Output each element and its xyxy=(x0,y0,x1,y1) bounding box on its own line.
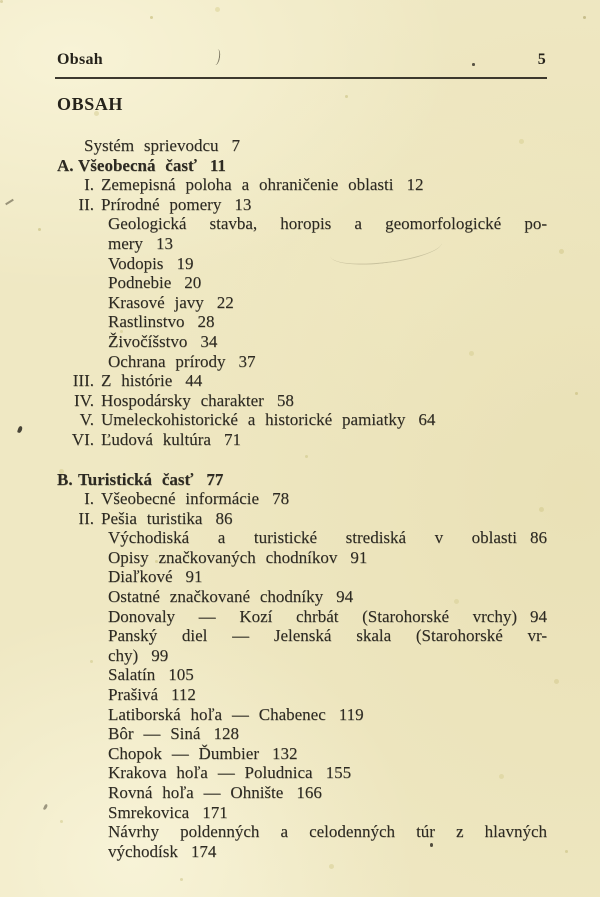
toc-page-number: 19 xyxy=(176,253,194,273)
toc-entry-body xyxy=(108,724,547,744)
toc-line: Zemepisná poloha a ohraničenie oblasti 12 xyxy=(101,175,424,195)
toc-entry xyxy=(57,332,547,352)
toc-page-number: 12 xyxy=(406,175,424,195)
toc-entry-body xyxy=(108,254,547,274)
toc-line: Ľudová kultúra 71 xyxy=(101,429,241,449)
toc-line: Opisy značkovaných chodníkov 91 xyxy=(108,547,368,567)
toc-chapter-label: B. xyxy=(57,469,73,489)
toc-entry xyxy=(57,352,547,372)
toc-entry xyxy=(57,470,547,490)
toc-entry xyxy=(57,626,547,665)
toc-entry-body xyxy=(101,430,547,450)
toc-page-number: 28 xyxy=(197,312,215,332)
toc-page-number: 71 xyxy=(223,429,241,449)
toc-page-number: 86 xyxy=(215,508,233,528)
toc-page-number: 112 xyxy=(171,685,196,705)
paper-mark xyxy=(43,804,48,811)
toc-line: Systém sprievodcu 7 xyxy=(84,136,241,155)
toc-entry-body xyxy=(78,156,547,176)
toc-line: Diaľkové 91 xyxy=(108,567,203,587)
paper-mark xyxy=(17,426,23,434)
toc-page-number: 34 xyxy=(200,331,218,351)
toc-entry xyxy=(57,744,547,764)
toc-line: chy) 99 xyxy=(108,645,169,665)
toc-line: Smrekovica 171 xyxy=(108,802,228,822)
toc-line: Z histórie 44 xyxy=(101,371,203,391)
toc-page-number: 13 xyxy=(155,233,173,253)
toc-entry-body xyxy=(108,312,547,332)
toc-line: mery 13 xyxy=(108,233,173,253)
toc-page-number: 91 xyxy=(185,567,203,587)
toc-page-number: 20 xyxy=(184,273,202,293)
toc-line: Panský diel — Jelenská skala (Starohorské vr- xyxy=(108,626,547,646)
running-header-page-number: 5 xyxy=(537,51,546,68)
toc-line: Podnebie 20 xyxy=(108,273,202,293)
toc-line: Latiborská hoľa — Chabenec 119 xyxy=(108,704,364,724)
toc-entry xyxy=(57,156,547,176)
toc-entry-body xyxy=(108,352,547,372)
toc-entry xyxy=(57,763,547,783)
toc-line: Ochrana prírody 37 xyxy=(108,351,256,371)
toc-entry xyxy=(57,293,547,313)
toc-roman-numeral: VI. xyxy=(71,429,94,449)
toc-entry xyxy=(57,489,547,509)
toc-page-number: 58 xyxy=(276,390,294,410)
toc-entry-body xyxy=(108,783,547,803)
toc-line: Návrhy poldenných a celodenných túr z hlavných xyxy=(108,822,547,842)
toc-line: Bôr — Siná 128 xyxy=(108,724,239,744)
toc-entry xyxy=(57,567,547,587)
toc-line: Donovaly — Kozí chrbát (Starohorské vrchy) 94 xyxy=(108,606,547,626)
toc-entry-body xyxy=(108,293,547,313)
toc-entry-body xyxy=(101,195,547,215)
toc-entry-body xyxy=(108,332,547,352)
toc-entry xyxy=(57,214,547,253)
toc-entry-body xyxy=(101,391,547,411)
toc-line: Všeobecná časť 11 xyxy=(78,155,226,175)
toc-line: východísk 174 xyxy=(108,841,217,861)
toc-entry-body xyxy=(108,626,547,665)
toc-entry-body xyxy=(108,744,547,764)
toc-entry-body xyxy=(108,214,547,253)
toc-entry xyxy=(57,391,547,411)
toc-page-number: 13 xyxy=(234,194,252,214)
toc-line: Ostatné značkované chodníky 94 xyxy=(108,587,354,607)
toc-page-number: 166 xyxy=(296,783,322,802)
toc-line: Vodopis 19 xyxy=(108,253,194,273)
page-title: OBSAH xyxy=(57,94,124,114)
running-header-title: Obsah xyxy=(57,51,103,68)
toc-entry-body xyxy=(108,567,547,587)
toc-page-number: 94 xyxy=(336,587,354,607)
toc-line: Pešia turistika 86 xyxy=(101,508,233,528)
toc-entry-body xyxy=(101,489,547,509)
toc-page-number: 77 xyxy=(206,469,224,489)
toc-entry xyxy=(57,430,547,450)
toc-entry xyxy=(57,195,547,215)
toc-entry-body xyxy=(108,803,547,823)
toc-page-number: 171 xyxy=(202,802,228,822)
toc-page-number: 128 xyxy=(213,724,239,744)
toc-page-number: 64 xyxy=(418,410,436,430)
toc-line: Salatín 105 xyxy=(108,665,194,685)
toc-entry xyxy=(57,509,547,529)
paper-specks xyxy=(0,0,3,3)
toc-entry xyxy=(57,273,547,293)
toc-entry xyxy=(57,724,547,744)
toc-entry xyxy=(57,587,547,607)
toc-entry-body xyxy=(101,175,547,195)
toc-page-number: 78 xyxy=(272,489,290,509)
toc-chapter-label: A. xyxy=(57,155,74,175)
toc-roman-numeral: II. xyxy=(78,508,94,528)
toc-page-number: 155 xyxy=(325,763,352,783)
toc-page-number: 11 xyxy=(209,155,226,175)
toc-entry-body xyxy=(108,763,547,783)
paper-mark xyxy=(5,199,14,205)
toc-entry xyxy=(57,783,547,803)
toc-roman-numeral: IV. xyxy=(74,390,94,410)
toc-line: Všeobecné informácie 78 xyxy=(101,489,290,509)
toc-entry-body xyxy=(108,273,547,293)
toc-roman-numeral: II. xyxy=(78,194,94,214)
toc-entry xyxy=(57,136,547,156)
toc-line: Prírodné pomery 13 xyxy=(101,194,252,214)
toc-page-number: 99 xyxy=(151,645,169,665)
toc-line: Živočíšstvo 34 xyxy=(108,331,218,351)
toc-entry-body xyxy=(108,822,547,861)
toc-entry-body xyxy=(108,665,547,685)
toc-entry xyxy=(57,548,547,568)
toc-entry xyxy=(57,685,547,705)
toc-entry-body xyxy=(108,548,547,568)
toc-entry-body xyxy=(108,528,547,548)
toc-entry xyxy=(57,607,547,627)
toc-entry-body xyxy=(108,685,547,705)
toc-entry-body xyxy=(78,470,547,490)
toc-roman-numeral: III. xyxy=(72,371,94,391)
toc-line: Krakova hoľa — Poludnica 155 xyxy=(108,763,352,783)
toc-line: Prašivá 112 xyxy=(108,685,196,705)
toc-line: Geologická stavba, horopis a geomorfologické po- xyxy=(108,214,547,234)
toc-entry xyxy=(57,312,547,332)
table-of-contents xyxy=(57,136,547,861)
toc-page-number: 7 xyxy=(231,136,241,155)
toc-entry xyxy=(57,175,547,195)
toc-entry xyxy=(57,410,547,430)
running-head xyxy=(57,51,546,69)
toc-page-number: 44 xyxy=(185,371,203,391)
toc-page-number: 105 xyxy=(168,665,194,685)
toc-entry xyxy=(57,254,547,274)
toc-line: Rovná hoľa — Ohnište 166 xyxy=(108,783,322,802)
header-rule xyxy=(55,77,547,79)
toc-roman-numeral: V. xyxy=(79,410,94,430)
toc-line: Turistická časť 77 xyxy=(78,469,224,489)
toc-entry-body xyxy=(108,587,547,607)
toc-line: Rastlinstvo 28 xyxy=(108,312,215,332)
toc-page-number: 86 xyxy=(530,528,547,548)
toc-entry xyxy=(57,528,547,548)
toc-entry xyxy=(57,665,547,685)
toc-page-number: 37 xyxy=(238,351,256,371)
toc-entry-body xyxy=(101,410,547,430)
toc-entry-body xyxy=(108,607,547,627)
toc-page-number: 132 xyxy=(272,743,298,763)
toc-line: Hospodársky charakter 58 xyxy=(101,390,294,410)
toc-page-number: 22 xyxy=(216,292,234,312)
toc-roman-numeral: I. xyxy=(84,489,94,509)
toc-entry xyxy=(57,705,547,725)
toc-entry-body xyxy=(101,371,547,391)
toc-line: Umeleckohistorické a historické pamiatky 64 xyxy=(101,410,436,430)
toc-line: Východiská a turistické strediská v oblasti 86 xyxy=(108,528,547,548)
toc-entry-body xyxy=(108,705,547,725)
toc-entry xyxy=(57,371,547,391)
toc-line: Krasové javy 22 xyxy=(108,292,234,312)
toc-entry xyxy=(57,803,547,823)
toc-entry-body xyxy=(84,136,547,156)
toc-entry xyxy=(57,822,547,861)
toc-page-number: 119 xyxy=(338,704,364,724)
toc-entry-body xyxy=(101,509,547,529)
toc-page-number: 91 xyxy=(350,547,368,567)
toc-page-number: 94 xyxy=(530,606,547,626)
toc-line: Chopok — Ďumbier 132 xyxy=(108,743,298,763)
toc-section-spacer xyxy=(57,450,547,470)
toc-page-number: 174 xyxy=(190,841,217,861)
toc-roman-numeral: I. xyxy=(84,175,94,195)
